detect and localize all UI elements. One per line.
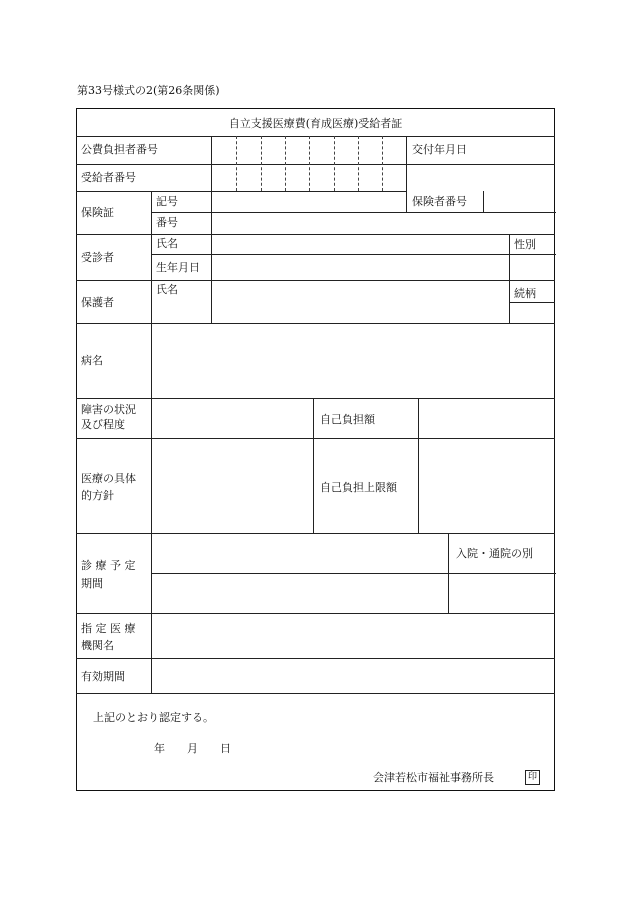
patient-name-label: 氏名 (156, 237, 178, 250)
relationship-label: 続柄 (514, 287, 536, 300)
form-reference: 第33号様式の2(第26条関係) (77, 84, 220, 97)
guardian-label: 保護者 (81, 296, 114, 309)
form-title: 自立支援医療費(育成医療)受給者証 (228, 117, 403, 130)
institution-label-line2: 機関名 (81, 639, 114, 652)
insurer-number-label: 保険者番号 (412, 195, 467, 208)
sex-label: 性別 (514, 238, 536, 251)
schedule-label-line1: 診 療 予 定 (81, 559, 136, 572)
certification-statement: 上記のとおり認定する。 (93, 711, 214, 724)
schedule-label-line2: 期間 (81, 577, 103, 590)
birth-date-label: 生年月日 (156, 261, 200, 274)
treatment-label-line1: 医療の具体 (81, 472, 136, 485)
disability-label-line1: 障害の状況 (81, 403, 136, 416)
disability-label-line2: 及び程度 (81, 418, 125, 431)
recipient-number-label: 受給者番号 (81, 171, 136, 184)
valid-period-label: 有効期間 (81, 670, 125, 683)
inpatient-outpatient-label: 入院・通院の別 (456, 547, 533, 560)
institution-label-line1: 指 定 医 療 (81, 622, 136, 635)
certification-date: 年 月 日 (154, 742, 231, 755)
disease-name-label: 病名 (81, 354, 103, 367)
insurance-card-label: 保険証 (81, 206, 114, 219)
number-label: 番号 (156, 216, 178, 229)
symbol-label: 記号 (156, 195, 178, 208)
issue-date-label: 交付年月日 (412, 143, 467, 156)
burden-number-label: 公費負担者番号 (81, 143, 158, 156)
self-pay-limit-label: 自己負担上限額 (320, 481, 397, 494)
treatment-label-line2: 的方針 (81, 489, 114, 502)
guardian-name-label: 氏名 (156, 283, 178, 296)
official-seal-icon: 印 (525, 770, 540, 785)
self-pay-label: 自己負担額 (320, 413, 375, 426)
patient-label: 受診者 (81, 251, 114, 264)
issuer-name: 会津若松市福祉事務所長 (373, 771, 494, 784)
